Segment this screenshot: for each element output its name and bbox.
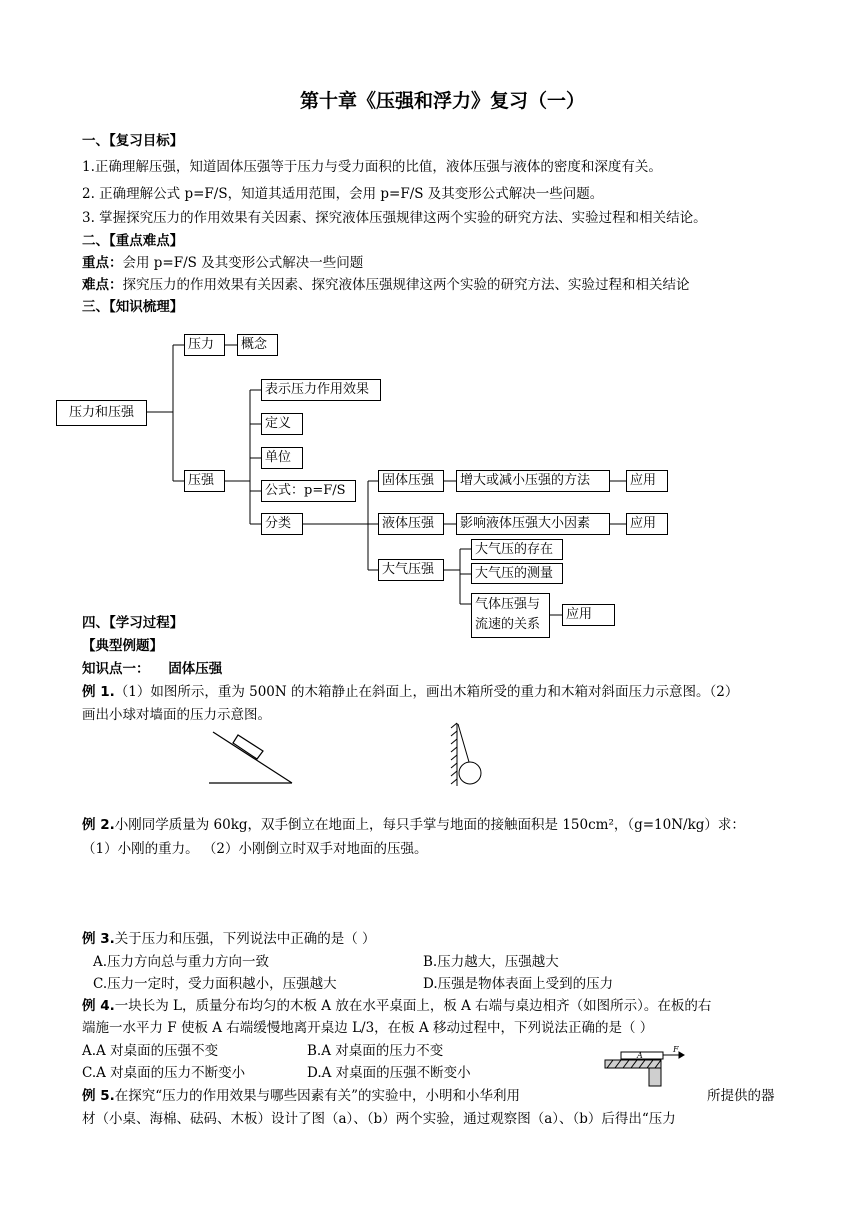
example-1-line-1 — [82, 683, 738, 701]
tree-liquid-factor: 影响液体压强大小因素 — [456, 513, 610, 535]
tree-concept: 概念 — [237, 334, 278, 356]
example-4-option-a: A.A 对桌面的压强不变 — [82, 1043, 219, 1059]
example-3-stem — [82, 930, 376, 948]
example-2-line-1 — [82, 816, 745, 834]
example-4-option-c: C.A 对桌面的压力不断变小 — [82, 1065, 246, 1081]
page-title: 第十章《压强和浮力》复习（一） — [300, 90, 586, 112]
example-1-line-2: 画出小球对墙面的压力示意图。 — [82, 707, 271, 723]
example-2-line-2: （1）小刚的重力。 （2）小刚倒立时双手对地面的压强。 — [82, 841, 428, 857]
typical-examples-heading: 【典型例题】 — [82, 638, 163, 654]
difficult-point-label: 难点： — [82, 277, 123, 293]
section-goals-heading: 一、【复习目标】 — [82, 133, 184, 149]
example-4-line-1 — [82, 997, 711, 1015]
tree-solid-app: 应用 — [626, 470, 668, 492]
difficult-point-text: 探究压力的作用效果有关因素、探究液体压强规律这两个实验的研究方法、实验过程和相关结论 — [122, 277, 690, 293]
example-3-text: 关于压力和压强，下列说法中正确的是（ ） — [114, 931, 376, 947]
example-5-line-1 — [82, 1087, 520, 1105]
knowledge-point-topic: 固体压强 — [168, 661, 223, 677]
example-4-line-2: 端施一水平力 F 使板 A 右端缓慢地离开桌边 L/3，在板 A 移动过程中，下列说法正确的是（ ） — [82, 1020, 654, 1036]
tree-root: 压力和压强 — [56, 400, 147, 426]
example-3-option-b: B.压力越大，压强越大 — [423, 954, 559, 970]
example-4-label: 例 4. — [82, 998, 115, 1014]
example-3-label: 例 3. — [82, 931, 115, 947]
example-5-text-1a: 在探究“压力的作用效果与哪些因素有关”的实验中，小明和小华利用 — [114, 1088, 521, 1104]
tree-meaning: 表示压力作用效果 — [261, 379, 381, 401]
knowledge-point-1 — [82, 660, 222, 678]
key-point-label: 重点： — [82, 255, 123, 271]
tree-pressure: 压强 — [184, 470, 225, 492]
tree-classify: 分类 — [261, 513, 303, 535]
tree-atm-measure: 大气压的测量 — [471, 563, 563, 584]
example-1-text-1: （1）如图所示，重为 500N 的木箱静止在斜面上，画出木箱所受的重力和木箱对斜面压力示意图。（2） — [114, 684, 739, 700]
example-3-option-d: D.压强是物体表面上受到的压力 — [423, 976, 614, 992]
example-5-label: 例 5. — [82, 1088, 115, 1104]
example-5-line-2: 材（小桌、海棉、砝码、木板）设计了图（a）、（b）两个实验，通过观察图（a）、（b）后得出“压力 — [82, 1111, 676, 1127]
example-3-option-a: A.压力方向总与重力方向一致 — [93, 954, 270, 970]
example-5-text-1b: 所提供的器 — [707, 1088, 775, 1104]
tree-gas-app: 应用 — [562, 604, 615, 626]
example-2-label: 例 2. — [82, 817, 115, 833]
board-table-figure — [603, 1046, 688, 1088]
tree-gas-flow: 气体压强与流速的关系 — [471, 593, 550, 638]
example-4-text-1: 一块长为 L，质量分布均匀的木板 A 放在水平桌面上，板 A 右端与桌边相齐（如图所示）。在板的右 — [114, 998, 712, 1014]
board-label: A — [637, 1051, 643, 1060]
tree-force: 压力 — [184, 334, 225, 356]
example-2-text-1: 小刚同学质量为 60kg，双手倒立在地面上，每只手掌与地面的接触面积是 150cm²，（g=10N/kg）求： — [114, 817, 745, 833]
tree-formula: 公式：p=F/S — [261, 480, 356, 502]
tree-atm: 大气压强 — [378, 559, 444, 581]
goal-2: 2. 正确理解公式 p=F/S，知道其适用范围，会用 p=F/S 及其变形公式解决一些问题。 — [82, 186, 604, 202]
tree-atm-exist: 大气压的存在 — [471, 539, 563, 560]
incline-box-figure — [205, 730, 300, 788]
tree-unit: 单位 — [261, 447, 303, 469]
key-point-text: 会用 p=F/S 及其变形公式解决一些问题 — [122, 255, 364, 271]
section-tree-heading: 三、【知识梳理】 — [82, 299, 184, 315]
tree-solid: 固体压强 — [378, 470, 444, 492]
goal-1: 1.正确理解压强，知道固体压强等于压力与受力面积的比值，液体压强与液体的密度和深度有关。 — [82, 159, 662, 175]
example-1-label: 例 1. — [82, 684, 115, 700]
example-4-option-b: B.A 对桌面的压力不变 — [307, 1043, 444, 1059]
tree-liquid-app: 应用 — [626, 513, 668, 535]
tree-definition: 定义 — [261, 413, 303, 435]
force-label: F — [673, 1046, 679, 1054]
example-4-option-d: D.A 对桌面的压强不断变小 — [307, 1065, 471, 1081]
goal-3: 3. 掌握探究压力的作用效果有关因素、探究液体压强规律这两个实验的研究方法、实验过程和相关结论。 — [82, 210, 707, 226]
example-3-option-c: C.压力一定时，受力面积越小，压强越大 — [93, 976, 337, 992]
knowledge-point-label: 知识点一： — [82, 661, 150, 677]
ball-wall-figure — [440, 720, 490, 792]
section-process-heading: 四、【学习过程】 — [82, 615, 184, 631]
tree-solid-method: 增大或减小压强的方法 — [456, 470, 610, 492]
section-key-heading: 二、【重点难点】 — [82, 233, 184, 249]
tree-liquid: 液体压强 — [378, 513, 444, 535]
